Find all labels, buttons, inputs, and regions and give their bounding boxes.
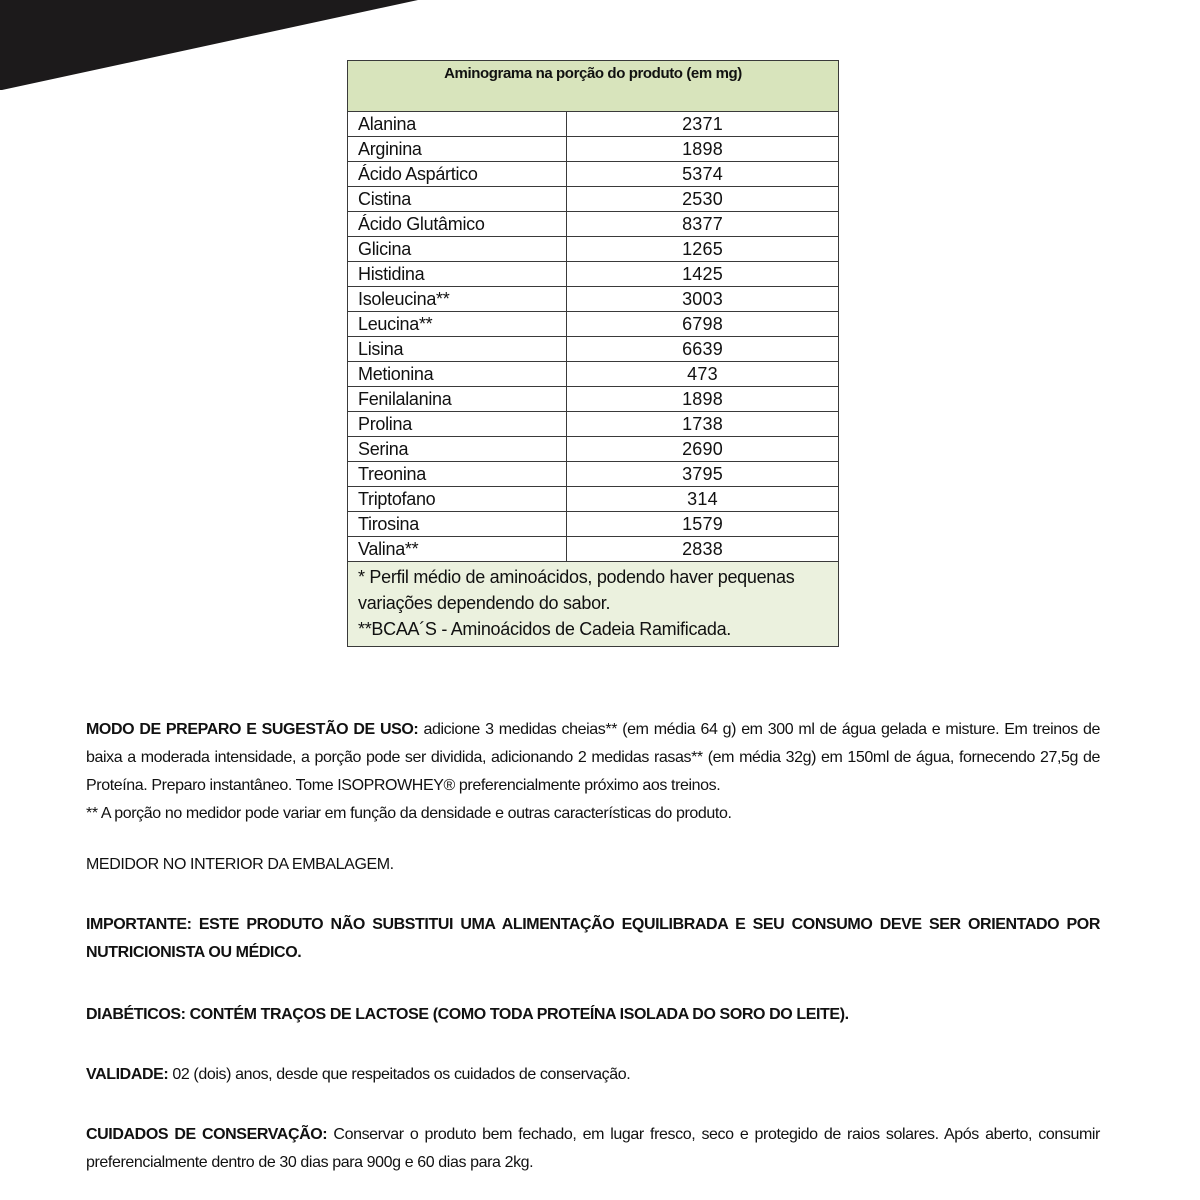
table-title: Aminograma na porção do produto (em mg) bbox=[348, 61, 839, 112]
medidor-text: MEDIDOR NO INTERIOR DA EMBALAGEM. bbox=[86, 856, 394, 873]
diabeticos-text: DIABÉTICOS: CONTÉM TRAÇOS DE LACTOSE (COMO TODA PROTEÍNA ISOLADA DO SORO DO LEITE). bbox=[86, 1006, 849, 1023]
section-preparo bbox=[86, 716, 1100, 828]
amino-acid-name: Lisina bbox=[348, 337, 567, 362]
table-row bbox=[348, 312, 839, 337]
preparo-label: MODO DE PREPARO E SUGESTÃO DE USO: bbox=[86, 721, 419, 738]
section-validade bbox=[86, 1061, 1100, 1089]
amino-acid-value: 6798 bbox=[567, 312, 839, 337]
amino-acid-value: 1738 bbox=[567, 412, 839, 437]
table-row bbox=[348, 137, 839, 162]
validade-text: 02 (dois) anos, desde que respeitados os cuidados de conservação. bbox=[168, 1066, 631, 1083]
amino-acid-name: Isoleucina** bbox=[348, 287, 567, 312]
table-row bbox=[348, 387, 839, 412]
table-row bbox=[348, 212, 839, 237]
amino-acid-value: 1898 bbox=[567, 137, 839, 162]
aminogram-table bbox=[347, 60, 839, 647]
conservacao-text: Conservar o produto bem fechado, em lugar fresco, seco e protegido de raios solares. Após aberto, consumir preferencialmente dentro de 30 dias para 900g e 60 dias para 2kg. bbox=[86, 1126, 1100, 1171]
preparo-note: ** A porção no medidor pode variar em função da densidade e outras características do produto. bbox=[86, 805, 732, 822]
validade-label: VALIDADE: bbox=[86, 1066, 169, 1083]
amino-acid-value: 2371 bbox=[567, 112, 839, 137]
section-conservacao bbox=[86, 1121, 1100, 1177]
table-row bbox=[348, 512, 839, 537]
amino-acid-name: Fenilalanina bbox=[348, 387, 567, 412]
amino-acid-value: 1265 bbox=[567, 237, 839, 262]
table-row bbox=[348, 112, 839, 137]
amino-acid-name: Prolina bbox=[348, 412, 567, 437]
amino-acid-value: 6639 bbox=[567, 337, 839, 362]
amino-acid-name: Valina** bbox=[348, 537, 567, 562]
section-importante bbox=[86, 911, 1100, 967]
table-body bbox=[348, 112, 839, 562]
amino-acid-value: 2530 bbox=[567, 187, 839, 212]
amino-acid-name: Cistina bbox=[348, 187, 567, 212]
table-row bbox=[348, 287, 839, 312]
preparo-text: adicione 3 medidas cheias** (em média 64 g) em 300 ml de água gelada e misture. Em treinos de baixa a moderada intensidade, a porção pode ser dividida, adicionando 2 medidas rasas** (em média 32g) em 150ml de água, fornecendo 27,5g de Proteína. Preparo instantâneo. Tome ISOPROWHEY® preferencialmente próximo aos treinos. bbox=[86, 721, 1100, 794]
table-row bbox=[348, 262, 839, 287]
table-row bbox=[348, 162, 839, 187]
table-row bbox=[348, 337, 839, 362]
amino-acid-value: 8377 bbox=[567, 212, 839, 237]
amino-acid-value: 1425 bbox=[567, 262, 839, 287]
amino-acid-name: Tirosina bbox=[348, 512, 567, 537]
amino-acid-name: Leucina** bbox=[348, 312, 567, 337]
amino-acid-name: Ácido Glutâmico bbox=[348, 212, 567, 237]
table-row bbox=[348, 362, 839, 387]
amino-acid-value: 473 bbox=[567, 362, 839, 387]
amino-acid-name: Ácido Aspártico bbox=[348, 162, 567, 187]
amino-acid-value: 3003 bbox=[567, 287, 839, 312]
amino-acid-value: 2838 bbox=[567, 537, 839, 562]
footnote-profile: * Perfil médio de aminoácidos, podendo haver pequenas variações dependendo do sabor. bbox=[358, 567, 795, 613]
table-footnotes bbox=[348, 562, 839, 647]
table-row bbox=[348, 412, 839, 437]
table-row bbox=[348, 537, 839, 562]
amino-acid-value: 1898 bbox=[567, 387, 839, 412]
amino-acid-name: Arginina bbox=[348, 137, 567, 162]
amino-acid-name: Glicina bbox=[348, 237, 567, 262]
section-medidor bbox=[86, 851, 1100, 879]
section-diabeticos bbox=[86, 1001, 1100, 1029]
table-row bbox=[348, 237, 839, 262]
amino-acid-name: Metionina bbox=[348, 362, 567, 387]
amino-acid-value: 2690 bbox=[567, 437, 839, 462]
conservacao-label: CUIDADOS DE CONSERVAÇÃO: bbox=[86, 1126, 328, 1143]
table-row bbox=[348, 462, 839, 487]
importante-text: IMPORTANTE: ESTE PRODUTO NÃO SUBSTITUI UMA ALIMENTAÇÃO EQUILIBRADA E SEU CONSUMO DEVE SER ORIENTADO POR NUTRICIONISTA OU MÉDICO. bbox=[86, 916, 1100, 961]
amino-acid-name: Histidina bbox=[348, 262, 567, 287]
footnote-bcaa: **BCAA´S - Aminoácidos de Cadeia Ramificada. bbox=[358, 619, 731, 639]
amino-acid-value: 314 bbox=[567, 487, 839, 512]
amino-acid-value: 1579 bbox=[567, 512, 839, 537]
amino-acid-value: 5374 bbox=[567, 162, 839, 187]
table-row bbox=[348, 487, 839, 512]
amino-acid-value: 3795 bbox=[567, 462, 839, 487]
amino-acid-name: Alanina bbox=[348, 112, 567, 137]
amino-acid-name: Treonina bbox=[348, 462, 567, 487]
amino-acid-name: Triptofano bbox=[348, 487, 567, 512]
amino-acid-name: Serina bbox=[348, 437, 567, 462]
table-row bbox=[348, 437, 839, 462]
table-row bbox=[348, 187, 839, 212]
